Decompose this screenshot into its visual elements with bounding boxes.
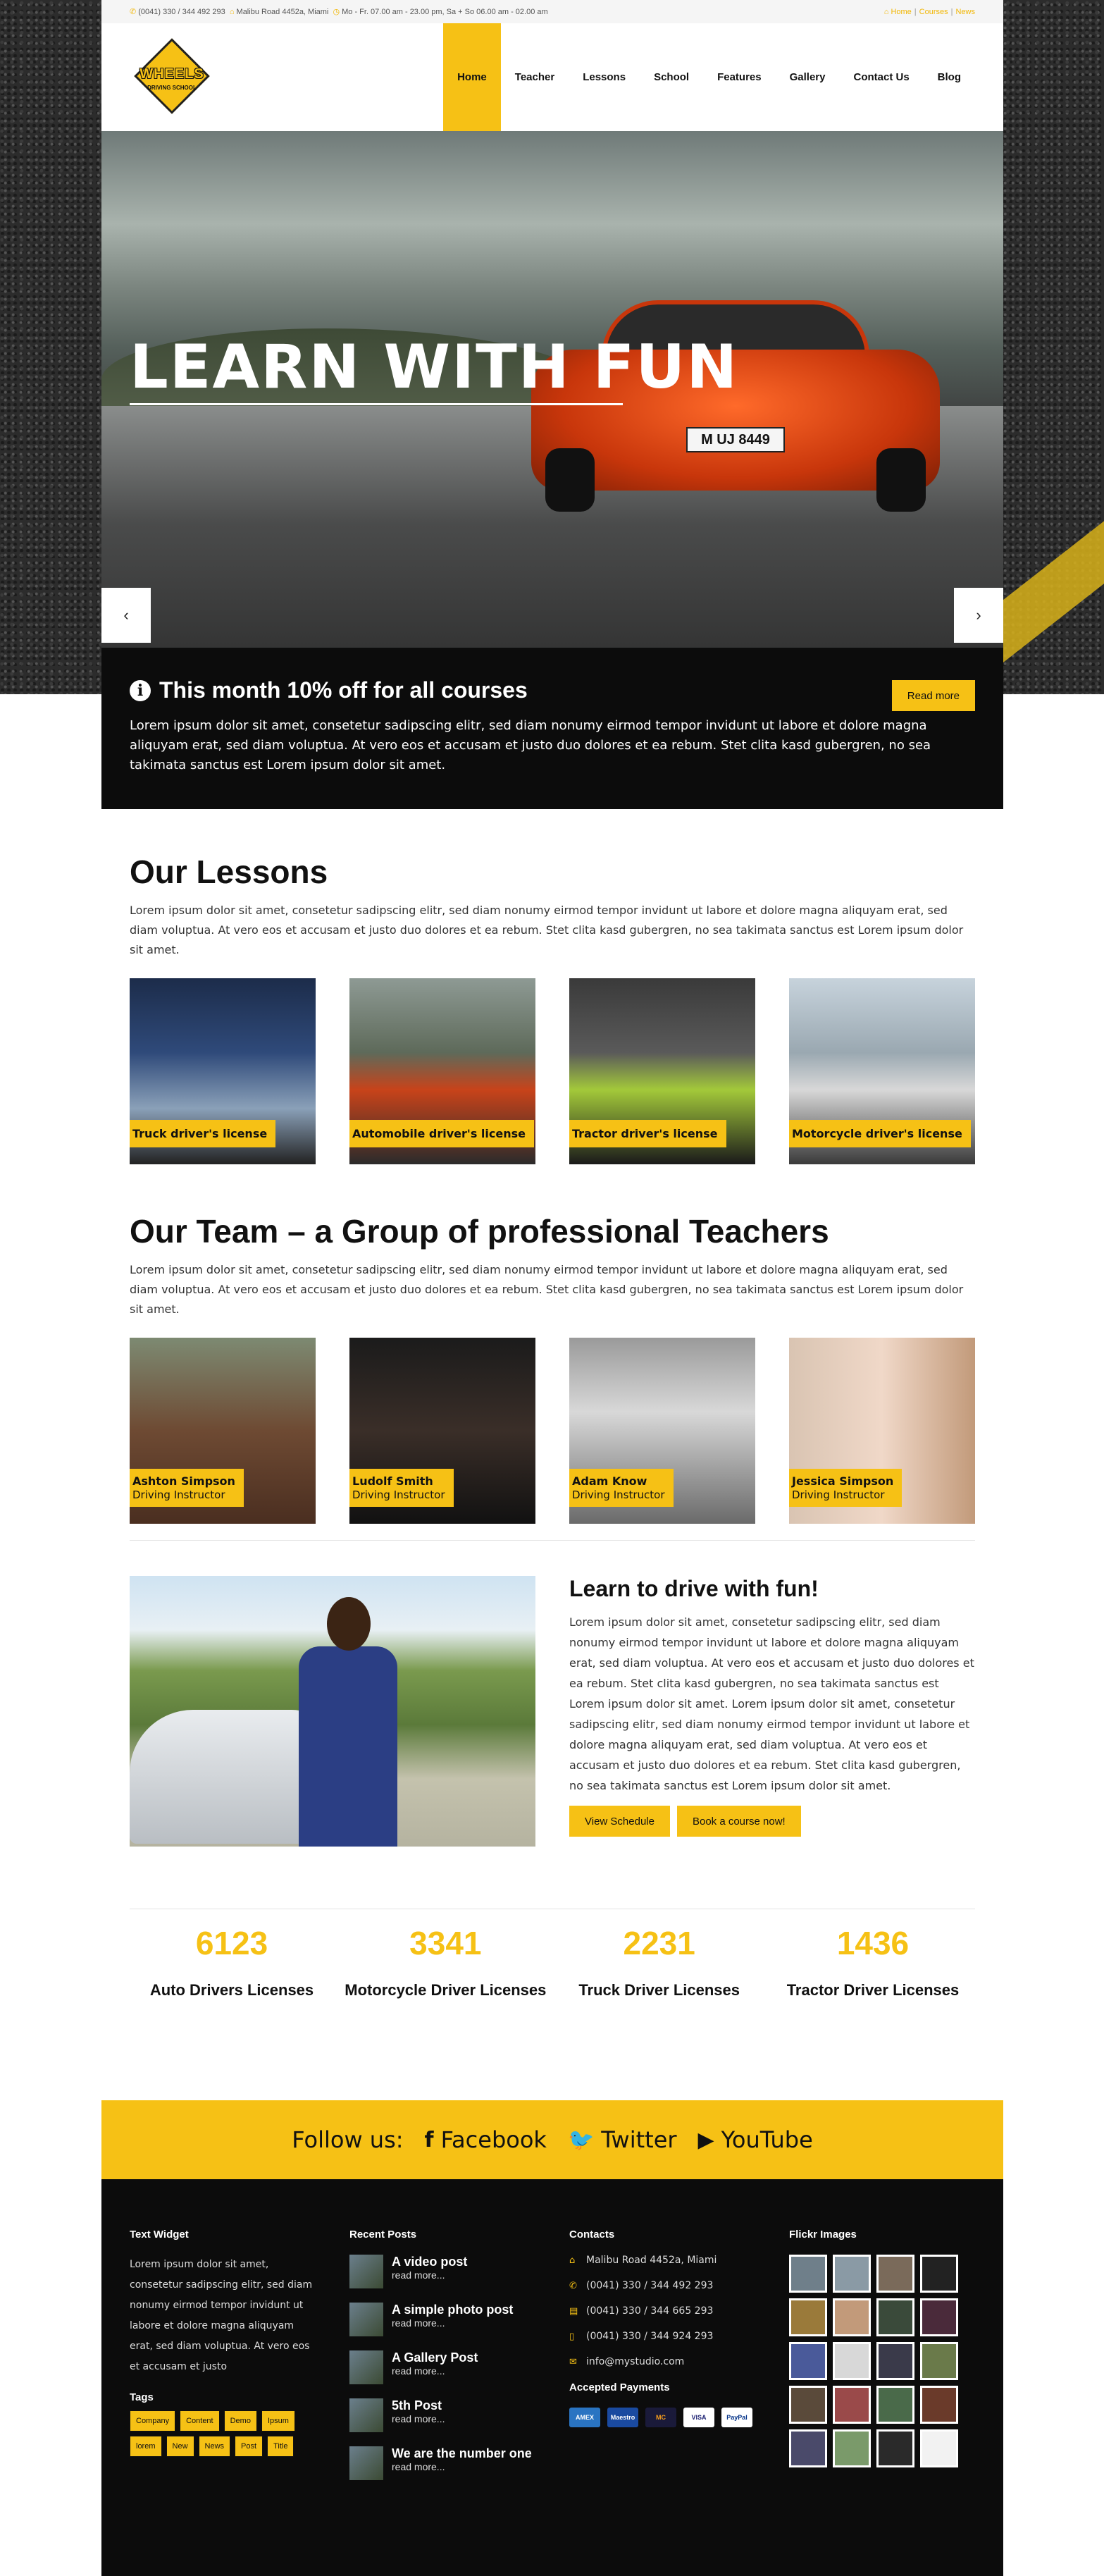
team-text: Lorem ipsum dolor sit amet, consetetur sadipscing elitr, sed diam nonumy eirmod tempor invidunt ut labore et dolore magna aliquyam erat, sed diam voluptua. At vero eos et accusam et justo duo dolores et ea rebum. Stet clita kasd gubergren, no sea takimata sanctus est Lorem ipsum dolor sit amet. (130, 1263, 964, 1316)
contact-fax: ▤ (0041) 330 / 344 665 293 (569, 2305, 714, 2317)
top-link-news[interactable]: News (955, 7, 975, 16)
lesson-card-truck[interactable] (130, 978, 316, 1164)
nav-gallery[interactable]: Gallery (789, 71, 826, 83)
member-label: Ludolf Smith Driving Instructor (349, 1469, 454, 1507)
youtube-icon: ▶ (697, 2127, 714, 2152)
recent-post[interactable]: A simple photo post read more... (349, 2303, 535, 2336)
footer-text-widget: Text Widget Lorem ipsum dolor sit amet, consetetur sadipscing elitr, sed diam nonumy eirmod tempor invidunt ut labore et dolore magna aliquyam erat, sed diam voluptua. At vero eos et accusam et justo Tags Company Content Demo Ipsum lorem New News Post Title (130, 2229, 316, 2576)
nav-school[interactable]: School (654, 71, 690, 83)
flickr-thumb[interactable] (789, 2429, 827, 2467)
tag[interactable]: Demo (224, 2410, 257, 2432)
twitter-icon: 🐦 (567, 2127, 595, 2152)
team-title: Our Team – a Group of professional Teachers (130, 1213, 829, 1250)
book-course-button[interactable]: Book a course now! (677, 1806, 801, 1837)
footer (101, 2179, 1003, 2576)
flickr-thumb[interactable] (833, 2386, 871, 2424)
notice-title: i This month 10% off for all courses (130, 677, 975, 703)
flickr-thumb[interactable] (833, 2342, 871, 2380)
instructor-photo (130, 1576, 535, 1847)
tag[interactable]: Content (180, 2410, 220, 2432)
lesson-card-auto[interactable] (349, 978, 535, 1164)
top-link-courses[interactable]: Courses (919, 7, 948, 16)
top-bar (101, 0, 1003, 23)
mobile-icon: ▯ (569, 2331, 575, 2342)
home-icon: ⌂ (227, 8, 235, 16)
stat-truck: 2231 Truck Driver Licenses (578, 1925, 740, 1999)
member-label: Adam Know Driving Instructor (569, 1469, 674, 1507)
view-schedule-button[interactable]: View Schedule (569, 1806, 670, 1837)
nav-home[interactable]: Home (443, 23, 501, 131)
tag[interactable]: Ipsum (261, 2410, 295, 2432)
nav-teacher[interactable]: Teacher (514, 71, 555, 83)
top-links: ⌂ Home | Courses | News (883, 7, 975, 16)
flickr-thumb[interactable] (789, 2342, 827, 2380)
flickr-thumb[interactable] (920, 2298, 958, 2336)
flickr-thumb[interactable] (789, 2298, 827, 2336)
facebook-icon: f (424, 2127, 434, 2152)
lesson-label: Automobile driver's license (349, 1120, 534, 1147)
tag[interactable]: New (166, 2436, 194, 2457)
nav-blog[interactable]: Blog (937, 71, 961, 83)
flickr-thumb[interactable] (789, 2386, 827, 2424)
flickr-thumb[interactable] (876, 2429, 914, 2467)
lesson-label: Tractor driver's license (569, 1120, 726, 1147)
tag[interactable]: Post (235, 2436, 263, 2457)
recent-post[interactable]: A Gallery Post read more... (349, 2350, 535, 2384)
learn-section (101, 1576, 1003, 1847)
top-contact-info: ✆ (0041) 330 / 344 492 293 ⌂ Malibu Road 4452a, Miami ◷ Mo - Fr. 07.00 am - 23.00 pm, Sa + So 06.00 am - 02.00 am (130, 8, 548, 16)
tag[interactable]: Company (130, 2410, 175, 2432)
payment-icons (569, 2408, 755, 2427)
recent-post[interactable]: A video post read more... (349, 2255, 535, 2288)
stat-motorcycle: 3341 Motorcycle Driver Licenses (345, 1925, 547, 1999)
slide-title: LEARN WITH FUN (130, 332, 738, 402)
lesson-label: Truck driver's license (130, 1120, 275, 1147)
team-section (101, 1212, 1003, 1524)
stat-auto: 6123 Auto Drivers Licenses (149, 1925, 314, 1999)
lesson-label: Motorcycle driver's license (789, 1120, 971, 1147)
footer-recent-posts: Recent Posts A video post read more... A simple photo post read more... A Gallery Post read more... 5th Post read more... We are the number one read more... (349, 2229, 535, 2576)
team-card-ashton[interactable] (130, 1338, 316, 1524)
lessons-section (101, 853, 1003, 1164)
flickr-thumb[interactable] (920, 2342, 958, 2380)
team-card-jessica[interactable] (789, 1338, 975, 1524)
twitter-link[interactable]: 🐦 Twitter (567, 2126, 677, 2153)
stat-tractor: 1436 Tractor Driver Licenses (786, 1925, 960, 1999)
clock-icon: ◷ (330, 8, 340, 16)
member-label: Jessica Simpson Driving Instructor (789, 1469, 902, 1507)
notice-text: Lorem ipsum dolor sit amet, consetetur sadipscing elitr, sed diam nonumy eirmod tempor invidunt ut labore et dolore magna aliquyam erat, sed diam voluptua. At vero eos et accusam et justo duo dolores et ea rebum. Stet clita kasd gubergren, no sea takimata sanctus est Lorem ipsum dolor sit amet. (130, 718, 931, 772)
home-icon: ⌂ (569, 2255, 576, 2266)
logo[interactable] (130, 42, 214, 113)
contact-address: ⌂ Malibu Road 4452a, Miami (569, 2255, 717, 2266)
recent-post[interactable]: 5th Post read more... (349, 2398, 535, 2432)
header (101, 23, 1003, 131)
contact-mobile: ▯ (0041) 330 / 344 924 293 (569, 2331, 714, 2342)
flickr-thumb[interactable] (876, 2342, 914, 2380)
recent-post[interactable]: We are the number one read more... (349, 2446, 535, 2480)
tag[interactable]: lorem (130, 2436, 162, 2457)
slider-next-button[interactable] (954, 588, 1003, 643)
info-icon: i (130, 680, 151, 701)
logo-subtext: DRIVING SCHOOL (147, 84, 197, 91)
amex-icon: AMEX (569, 2408, 600, 2427)
follow-bar (101, 2100, 1003, 2179)
lessons-title: Our Lessons (130, 853, 328, 890)
lesson-card-tractor[interactable] (569, 978, 755, 1164)
team-card-ludolf[interactable] (349, 1338, 535, 1524)
hero-slider (101, 131, 1003, 648)
flickr-thumb[interactable] (920, 2429, 958, 2467)
contact-email[interactable]: ✉ info@mystudio.com (569, 2356, 685, 2367)
flickr-thumb[interactable] (876, 2386, 914, 2424)
divider (130, 1540, 975, 1541)
flickr-thumb[interactable] (920, 2255, 958, 2293)
tag[interactable]: News (199, 2436, 231, 2457)
team-card-adam[interactable] (569, 1338, 755, 1524)
tag[interactable]: Title (267, 2436, 294, 2457)
flickr-thumb[interactable] (876, 2298, 914, 2336)
road-stripe (991, 493, 1104, 694)
top-link-home[interactable]: Home (891, 7, 912, 16)
tag-cloud (130, 2410, 313, 2457)
flickr-thumb[interactable] (833, 2255, 871, 2293)
flickr-thumb[interactable] (833, 2298, 871, 2336)
flickr-thumb[interactable] (876, 2255, 914, 2293)
lessons-text: Lorem ipsum dolor sit amet, consetetur sadipscing elitr, sed diam nonumy eirmod tempor invidunt ut labore et dolore magna aliquyam erat, sed diam voluptua. At vero eos et accusam et justo duo dolores et ea rebum. Stet clita kasd gubergren, no sea takimata sanctus est Lorem ipsum dolor sit amet. (130, 904, 964, 956)
flickr-thumb[interactable] (920, 2386, 958, 2424)
slider-prev-button[interactable] (101, 588, 151, 643)
nav-lessons[interactable]: Lessons (583, 71, 626, 83)
contact-phone: ✆ (0041) 330 / 344 492 293 (569, 2280, 714, 2291)
read-more-button[interactable]: Read more (892, 680, 975, 711)
phone-icon: ✆ (569, 2280, 577, 2291)
nav-features[interactable]: Features (717, 71, 762, 83)
home-icon: ⌂ (883, 7, 891, 16)
member-label: Ashton Simpson Driving Instructor (130, 1469, 244, 1507)
footer-flickr: Flickr Images (789, 2229, 975, 2576)
learn-title: Learn to drive with fun! (569, 1576, 819, 1601)
visa-icon: VISA (683, 2408, 714, 2427)
footer-contacts: Contacts ⌂ Malibu Road 4452a, Miami ✆ (0041) 330 / 344 492 293 ▤ (0041) 330 / 344 665 293 ▯ (0041) 330 / 344 924 293 ✉ info@mystudio.com Accepted Payments AMEX Maestro MC VISA PayPal (569, 2229, 755, 2576)
promo-notice (101, 648, 1003, 809)
main-nav (443, 23, 975, 131)
nav-contact[interactable]: Contact Us (853, 71, 910, 83)
flickr-thumb[interactable] (833, 2429, 871, 2467)
follow-label: Follow us: (292, 2126, 404, 2153)
phone-icon: ✆ (130, 8, 137, 16)
chevron-right-icon: › (976, 606, 981, 624)
flickr-grid (789, 2255, 975, 2467)
lesson-card-motorcycle[interactable] (789, 978, 975, 1164)
facebook-link[interactable]: f Facebook (424, 2126, 547, 2153)
maestro-icon: Maestro (607, 2408, 638, 2427)
paypal-icon: PayPal (721, 2408, 752, 2427)
flickr-thumb[interactable] (789, 2255, 827, 2293)
logo-text: WHEELS (139, 66, 204, 82)
fax-icon: ▤ (569, 2305, 578, 2317)
envelope-icon: ✉ (569, 2356, 577, 2367)
stats-section (101, 1924, 1003, 2058)
chevron-left-icon: ‹ (123, 606, 129, 624)
mastercard-icon: MC (645, 2408, 676, 2427)
car-plate: M UJ 8449 (686, 427, 785, 452)
youtube-link[interactable]: ▶ YouTube (697, 2126, 813, 2153)
learn-text: Lorem ipsum dolor sit amet, consetetur sadipscing elitr, sed diam nonumy eirmod tempor invidunt ut labore et dolore magna aliquyam erat, sed diam voluptua. At vero eos et accusam et justo duo dolores et ea rebum. Stet clita kasd gubergren, no sea takimata sanctus est Lorem ipsum dolor sit amet. Lorem ipsum dolor sit amet, consetetur sadipscing elitr, sed diam nonumy eirmod tempor invidunt ut labore et dolore magna aliquyam erat, sed diam voluptua. At vero eos et accusam et justo duo dolores et ea rebum. Stet clita kasd gubergren, no sea takimata sanctus est Lorem ipsum dolor sit amet. (569, 1615, 974, 1792)
